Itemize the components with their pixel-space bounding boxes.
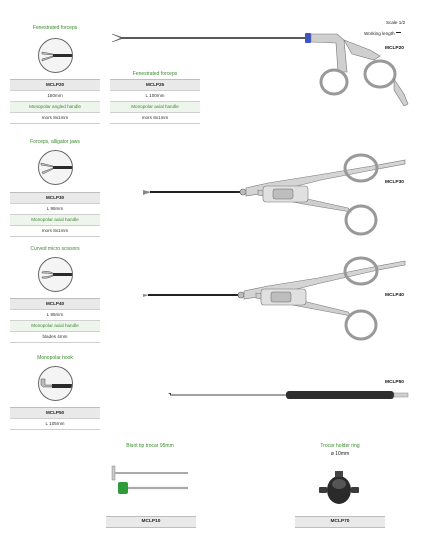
fenestrated-jaws-icon <box>39 39 72 72</box>
alligator-jaws-icon <box>39 151 72 184</box>
spec-row: L 95mm <box>10 204 100 215</box>
item-title-scissors: Curved micro scissors <box>30 246 80 252</box>
spec-row: Monopolar axial handle <box>10 321 100 332</box>
item-title-trocar: Blunt tip trocar 95mm <box>126 443 174 449</box>
spec-code: MCLP25 <box>110 79 200 91</box>
angled-forceps-image <box>112 24 412 114</box>
spec-row: L 100mm <box>110 91 200 102</box>
hook-tip-icon <box>39 367 72 400</box>
spec-code: MCLP20 <box>10 79 100 91</box>
spec-row: Monopolar axial handle <box>110 102 200 113</box>
spec-table-mclp50 <box>10 407 100 430</box>
spec-row: L 95mm <box>10 310 100 321</box>
item-title-holder: Trocar holder ring <box>320 443 360 449</box>
scissors-forceps-image <box>143 252 413 347</box>
thumbnail-scissors <box>38 257 73 292</box>
scissors-blades-icon <box>39 258 72 291</box>
trocar-holder-image <box>315 470 365 512</box>
working-length-text: Working length <box>364 31 395 36</box>
spec-row: L 105mm <box>10 419 100 430</box>
spec-row: mors 8x1mm <box>10 113 100 124</box>
spec-table-mclp40 <box>10 298 100 343</box>
monopolar-hook-image <box>168 385 413 405</box>
spec-row: 180mm <box>10 91 100 102</box>
alligator-forceps-image <box>143 150 413 240</box>
thumbnail-fenestrated-jaws <box>38 38 73 73</box>
item-title-alligator: Forceps, alligator jaws <box>30 139 80 145</box>
spec-row: mors 8x1mm <box>10 226 100 237</box>
scale-label: Scale 1/2 <box>386 20 406 25</box>
spec-table-mclp20 <box>10 79 100 124</box>
spec-row: blades 4mm <box>10 332 100 343</box>
code-mclp30-side: MCLP30 <box>385 180 404 185</box>
thumbnail-hook <box>38 366 73 401</box>
item-title-hook: Monopolar hook <box>37 355 73 361</box>
spec-code: MCLP50 <box>10 407 100 419</box>
item-title-fenestrated-axial: Fenestrated forceps <box>132 71 178 77</box>
item-title-fenestrated-angled: Fenestrated forceps <box>32 25 78 31</box>
spec-table-mclp30 <box>10 192 100 237</box>
thumbnail-alligator-jaws <box>38 150 73 185</box>
code-mclp50-side: MCLP50 <box>385 380 404 385</box>
code-box-mclp70: MCLP70 <box>295 516 385 528</box>
code-mclp20-side: MCLP20 <box>385 46 404 51</box>
spec-row: Monopolar angled handle <box>10 102 100 113</box>
trocar-image <box>108 462 193 502</box>
code-box-mclp10: MCLP10 <box>106 516 196 528</box>
code-mclp40-side: MCLP40 <box>385 293 404 298</box>
item-subtitle-holder: ø 10mm <box>330 451 350 457</box>
spec-code: MCLP30 <box>10 192 100 204</box>
spec-row: mors 8x1mm <box>110 113 200 124</box>
spec-code: MCLP40 <box>10 298 100 310</box>
spec-row: Monopolar axial handle <box>10 215 100 226</box>
